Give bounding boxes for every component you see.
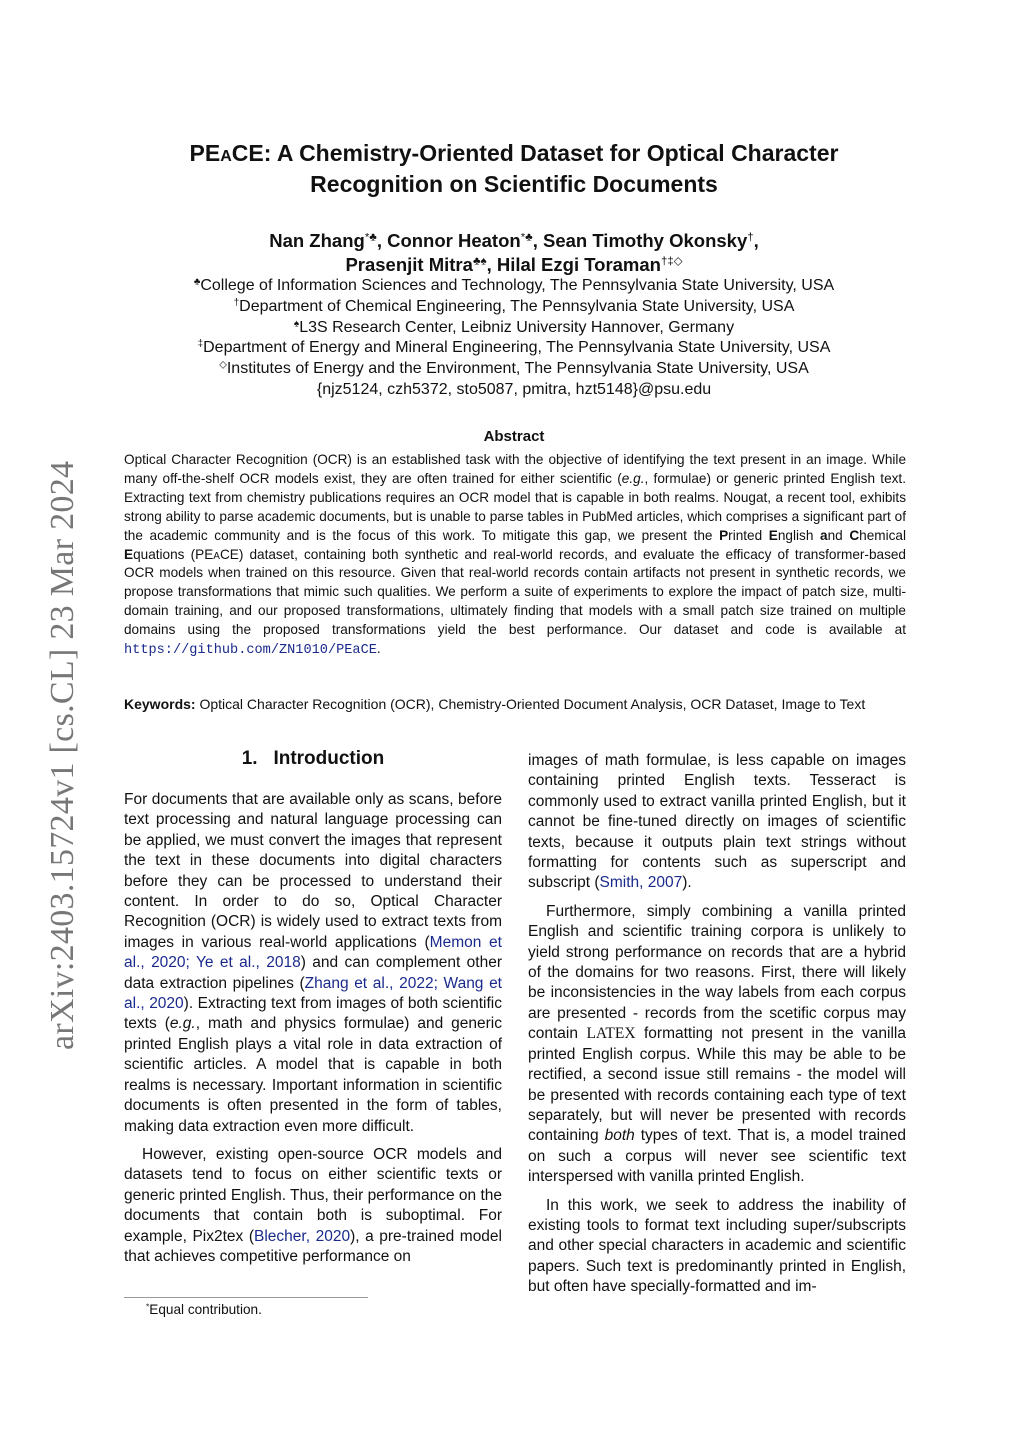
dataset-name-sc: a: [213, 546, 220, 562]
eg: e.g.: [169, 1015, 196, 1033]
affiliation-line: [124, 297, 904, 318]
text: formatting not present in the vanilla printed English corpus. While this may be able to be rectified, a second issue still remains - the model will be presented with records containing each type of text separately, but will never be presented with records containing: [528, 1025, 906, 1145]
paragraph: [124, 790, 502, 1137]
affiliation-text: Department of Chemical Engineering, The Pennsylvania State University, USA: [239, 297, 795, 315]
footnote-text: Equal contribution.: [149, 1302, 262, 1317]
name-part: nglish: [777, 527, 821, 543]
dataset-name: CE: [219, 546, 239, 562]
keywords-label: Keywords:: [124, 696, 196, 712]
paper-title: [124, 138, 904, 200]
author-name: , Connor Heaton: [376, 230, 521, 251]
citation[interactable]: Smith, 2007: [599, 874, 683, 892]
affiliation-line: [124, 338, 904, 359]
name-initial: E: [768, 527, 778, 543]
text: ), a pre-trained model that achieves competitive performance on: [124, 1227, 502, 1265]
name-initial: P: [719, 527, 729, 543]
name-part: nd: [827, 527, 850, 543]
repo-link[interactable]: https://github.com/ZN1010/PEaCE: [124, 643, 377, 659]
affiliation-text: Institutes of Energy and the Environment, The Pennsylvania State University, USA: [226, 360, 809, 378]
left-column: [124, 790, 502, 1275]
abstract-end: .: [376, 641, 381, 657]
author-mark: †: [747, 231, 754, 244]
text: In this work, we seek to address the inability of existing tools to format text including super/subscripts and other special characters in academic and scientific papers. Such text is predominantly printed in English, but often have specially-formatted and im-: [528, 1196, 906, 1296]
keywords-text: Optical Character Recognition (OCR), Chemistry-Oriented Document Analysis, OCR Dataset, Image to Text: [199, 696, 866, 712]
keywords: [124, 695, 906, 714]
author-name: Nan Zhang: [269, 230, 365, 251]
section-heading: [124, 748, 502, 770]
section-title: Introduction: [273, 748, 385, 769]
affiliation-mark: ‡: [197, 338, 204, 350]
abstract-text: Optical Character Recognition (OCR) is an established task with the objective of identifying the text present in an image. While many off-the-shelf OCR models exist, they are often trained for either scientific (: [124, 452, 906, 486]
latex-logo: LATEX: [586, 1025, 636, 1043]
name-initial: a: [820, 527, 828, 543]
text: ).: [682, 874, 692, 892]
affiliation-line: [124, 359, 904, 380]
name-part: hemical: [859, 527, 906, 543]
affiliation-mark: †: [233, 297, 240, 309]
name-part: quations (: [133, 546, 196, 562]
citation[interactable]: Memon et al., 2020; Ye et al., 2018: [124, 933, 502, 972]
affiliation-mark: ♠: [293, 318, 300, 330]
affiliation-text: Department of Energy and Mineral Engineering, The Pennsylvania State University, USA: [203, 339, 831, 357]
author-name: Prasenjit Mitra: [345, 254, 473, 275]
affiliations: [124, 276, 904, 401]
name-initial: E: [124, 546, 134, 562]
footnote-mark: *: [146, 1301, 150, 1312]
footnote: [146, 1302, 262, 1317]
paragraph: [124, 1145, 502, 1267]
footnote-rule: [124, 1297, 368, 1298]
text: , math and physics formulae) and generic printed English plays a vital role in data extraction of scientific articles. A model that is capable in both realms is necessary. Important information in scientific documents is often presented in the form of tables, making data extraction even more difficult.: [124, 1015, 502, 1135]
paragraph: [528, 902, 906, 1188]
affiliation-mark: ♣: [193, 276, 201, 288]
right-column: [528, 751, 906, 1306]
emphasis: both: [604, 1127, 635, 1145]
title-rest: CE: A Chemistry-Oriented Dataset for Optical Character: [231, 140, 839, 166]
affiliation-text: College of Information Sciences and Technology, The Pennsylvania State University, USA: [200, 277, 835, 294]
author-sep: ,: [753, 230, 759, 251]
name-part: rinted: [728, 527, 769, 543]
author-list: [124, 229, 904, 277]
title-line-2: Recognition on Scientific Documents: [310, 171, 718, 197]
text: images of math formulae, is less capable on images containing printed English texts. Tesseract is commonly used to extract vanilla printed English, but it cannot be fine-tuned directly on images of scientific texts, because it outputs plain text strings without formatting for contents such as superscript and subscript (: [528, 752, 906, 892]
author-mark: ♣♠: [472, 255, 487, 268]
dataset-name: PE: [195, 546, 214, 562]
citation[interactable]: Zhang et al., 2022; Wang et al., 2020: [124, 974, 502, 1013]
text: For documents that are available only as scans, before text processing and natural language processing can be applied, we must convert the images that represent the text in these documents into digital characters before they can be processed to understand their content. In order to do so, Optical Character Recognition (OCR) is widely used to extract texts from images in various real-world applications (: [124, 791, 502, 951]
text: Furthermore, simply combining a vanilla printed English and scientific training corpora is unlikely to yield strong performance on records that are a hybrid of the domains for two reasons. First, there will likely be inconsistencies in the way labels from each corpus are presented - records from the scetific corpus may contain: [528, 902, 906, 1043]
affiliation-line: [124, 276, 904, 297]
abstract-text: , formulae) or generic printed English text. Extracting text from chemistry publications requires an OCR model that is capable in both realms. Nougat, a recent tool, exhibits strong ability to parse academic documents, but is unable to parse tables in PubMed articles, which comprises a significant part of the academic community and is the focus of this work. To mitigate this gap, we present the: [124, 470, 906, 543]
abstract-eg: e.g.: [621, 470, 645, 486]
author-mark: †‡◇: [660, 255, 683, 268]
abstract-text: ) dataset, containing both synthetic and real-world records, and evaluate the efficacy of transformer-based OCR models when trained on this resource. Given that real-world records contain artifacts not present in synthetic records, we propose transformations that mimic such qualities. We perform a suite of experiments to explore the impact of patch size, multi-domain training, and our proposed transformations, ultimately finding that models with a small patch size trained on multiple domains using the proposed transformations yield the best performance. Our dataset and code is available at: [124, 546, 906, 638]
affiliation-text: L3S Research Center, Leibniz University Hannover, Germany: [299, 318, 735, 336]
affiliation-mark: ◇: [219, 359, 227, 371]
section-number: 1.: [241, 748, 258, 769]
abstract-body: [124, 451, 906, 661]
abstract-heading: Abstract: [483, 428, 545, 445]
arxiv-stamp: arXiv:2403.15724v1 [cs.CL] 23 Mar 2024: [44, 460, 81, 1050]
text: ) and can complement other data extraction pipelines (: [124, 954, 502, 992]
paragraph: [528, 751, 906, 894]
paragraph: [528, 1196, 906, 1298]
author-mark: *♣: [364, 231, 377, 244]
title-prefix: PE: [189, 140, 221, 166]
citation[interactable]: Blecher, 2020: [254, 1227, 351, 1245]
author-emails: {njz5124, czh5372, sto5087, pmitra, hzt5148}@psu.edu: [316, 380, 712, 398]
text: ). Extracting text from images of both scientific texts (: [124, 995, 502, 1033]
text: types of text. That is, a model trained on such a corpus will never see scientific text interspersed with vanilla printed English.: [528, 1127, 906, 1186]
name-initial: C: [849, 527, 860, 543]
author-name: , Sean Timothy Okonsky: [532, 230, 748, 251]
affiliation-line: [124, 318, 904, 339]
title-small-caps: a: [220, 140, 232, 166]
author-name: , Hilal Ezgi Toraman: [486, 254, 661, 275]
author-mark: *♣: [520, 231, 533, 244]
text: However, existing open-source OCR models and datasets tend to focus on either scientific texts or generic printed English. Thus, their performance on the documents that contain both is suboptimal. For example, Pix2tex (: [124, 1145, 502, 1245]
